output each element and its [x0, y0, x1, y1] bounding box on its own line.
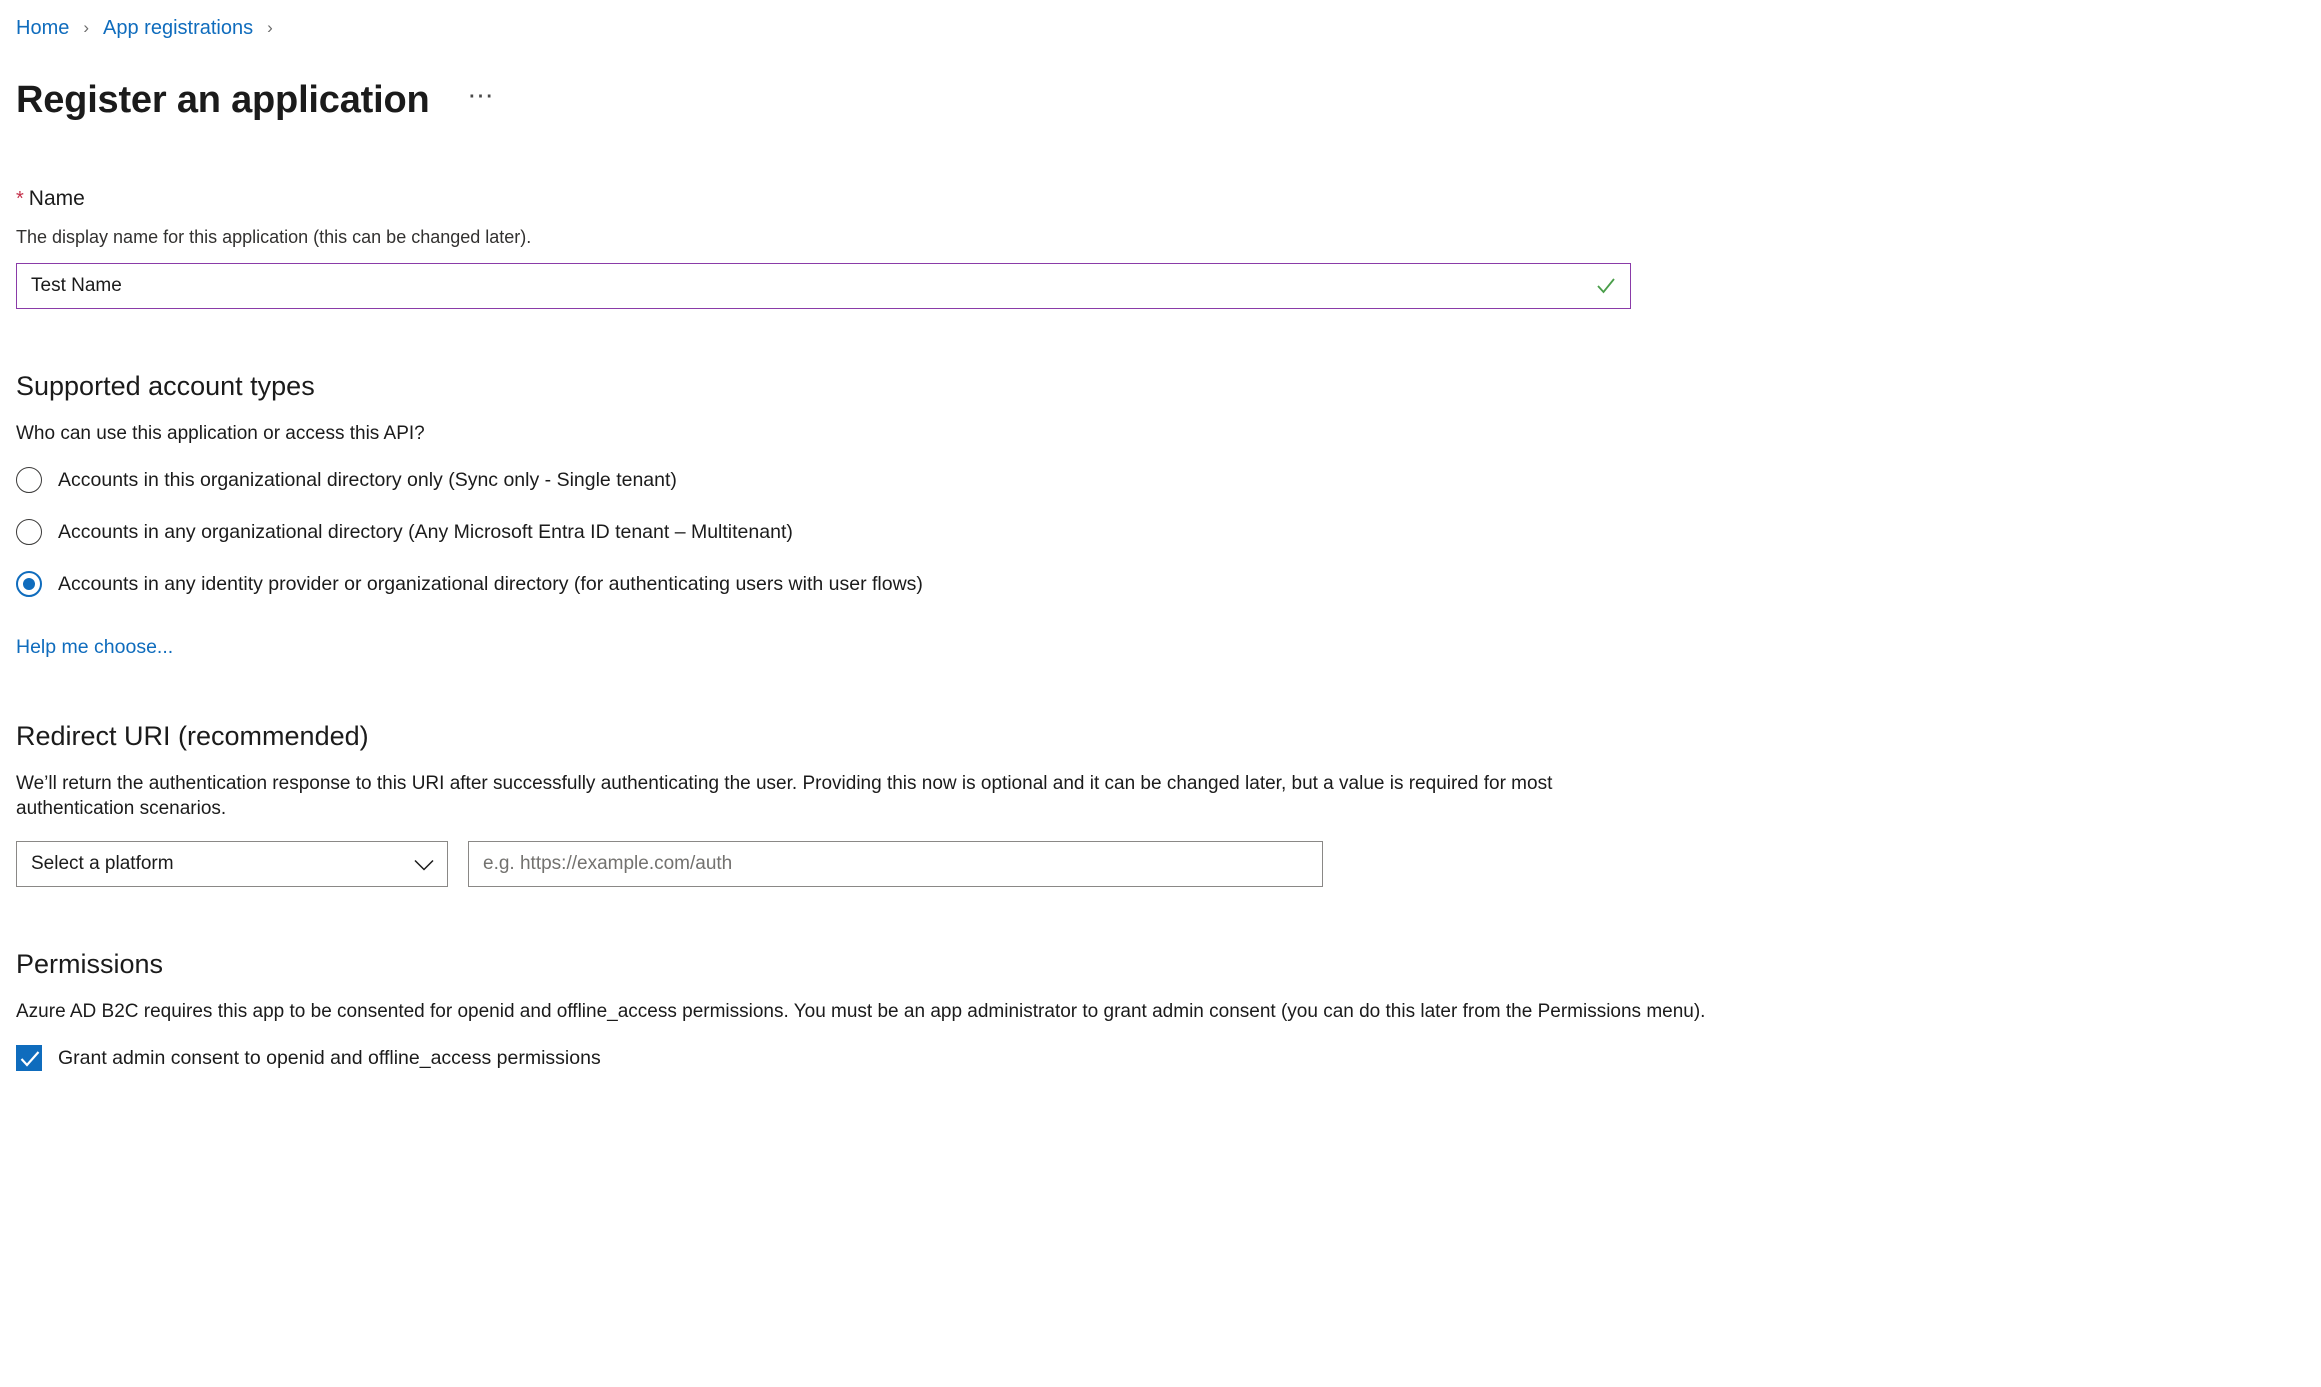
radio-label-any-identity-provider: Accounts in any identity provider or organizational directory (for authenticating users with user flows)	[58, 572, 923, 595]
radio-option-single-tenant[interactable]	[16, 462, 2321, 498]
redirect-uri-input[interactable]	[468, 841, 1323, 887]
name-input-wrapper	[16, 263, 1631, 309]
grant-admin-consent-label: Grant admin consent to openid and offline_access permissions	[58, 1046, 601, 1069]
platform-select[interactable]	[16, 841, 448, 887]
radio-label-multitenant: Accounts in any organizational directory (Any Microsoft Entra ID tenant – Multitenant)	[58, 520, 793, 543]
breadcrumb-separator-icon: ›	[83, 18, 90, 37]
name-description: The display name for this application (this can be changed later).	[16, 226, 532, 247]
more-options-icon[interactable]: ⋯	[467, 80, 494, 111]
name-label-text: Name	[28, 186, 85, 210]
supported-account-types-description: Who can use this application or access this API?	[16, 422, 425, 444]
breadcrumb-item-home[interactable]: Home	[16, 17, 70, 39]
page-title: Register an application	[16, 79, 430, 122]
redirect-uri-description: We’ll return the authentication response to this URI after successfully authenticating the user. Providing this now is optional and it can be changed later, but a value is required for most authentication scenarios.	[16, 772, 1553, 819]
breadcrumb-item-app-registrations[interactable]: App registrations	[103, 17, 254, 39]
grant-admin-consent-row[interactable]	[16, 1045, 2321, 1071]
breadcrumb	[16, 14, 2321, 42]
name-input[interactable]	[16, 263, 1631, 309]
permissions-heading: Permissions	[16, 948, 164, 979]
platform-select-wrapper	[16, 841, 448, 887]
checkbox-icon-grant-admin-consent[interactable]	[16, 1045, 42, 1071]
page-header	[16, 52, 2321, 149]
redirect-uri-heading: Redirect URI (recommended)	[16, 720, 369, 751]
name-label	[16, 185, 2321, 213]
radio-option-any-identity-provider[interactable]	[16, 566, 2321, 602]
radio-icon-any-identity-provider[interactable]	[16, 571, 42, 597]
breadcrumb-separator-icon-2: ›	[267, 18, 273, 37]
supported-account-types-heading: Supported account types	[16, 370, 315, 401]
required-indicator: *	[16, 187, 24, 210]
help-me-choose-link[interactable]: Help me choose...	[16, 635, 174, 658]
radio-icon-multitenant[interactable]	[16, 519, 42, 545]
redirect-uri-row	[16, 841, 2321, 887]
radio-option-multitenant[interactable]	[16, 514, 2321, 550]
permissions-description: Azure AD B2C requires this app to be consented for openid and offline_access permissions. You must be an app administrator to grant admin consent (you can do this later from the Permissions menu).	[16, 1000, 1706, 1022]
radio-icon-single-tenant[interactable]	[16, 467, 42, 493]
radio-label-single-tenant: Accounts in this organizational directory only (Sync only - Single tenant)	[58, 468, 677, 491]
